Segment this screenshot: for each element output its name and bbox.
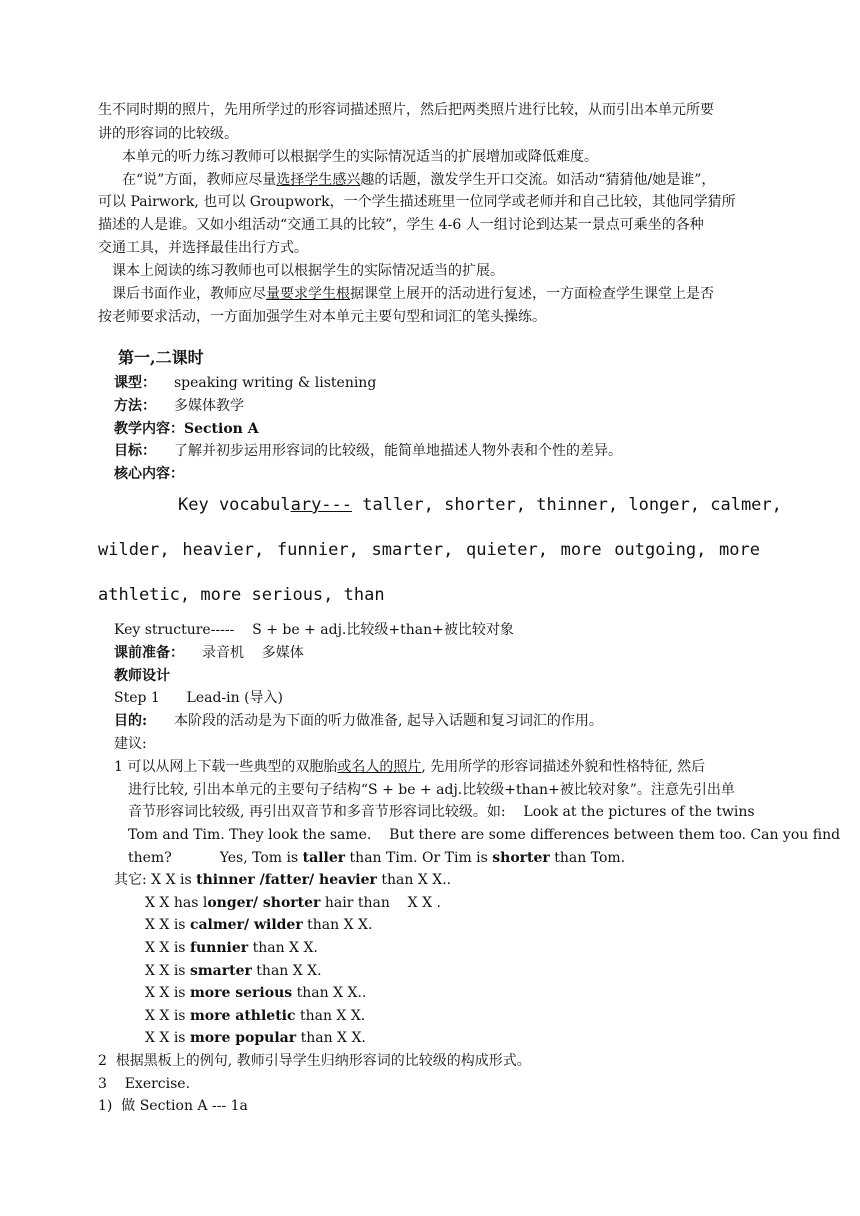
vocab-line1-underlined: ary---	[290, 495, 353, 515]
prep-label: 课前准备：	[114, 645, 184, 661]
lesson-core-label: 核心内容：	[114, 466, 184, 482]
example-2-bold: onger/ shorter	[207, 895, 321, 911]
purpose-value: 本阶段的活动是为下面的听力做准备, 起导入话题和复习词汇的作用。	[174, 713, 603, 729]
example-row-5	[145, 961, 322, 981]
vocab-line3: athletic, more serious, than	[98, 585, 385, 605]
example-3-bold: calmer/ wilder	[189, 917, 303, 933]
example-8-a: X X is	[145, 1030, 190, 1046]
step1: Step 1 Lead-in (导入)	[114, 690, 284, 706]
lesson-method-row	[114, 396, 244, 416]
example-2-b: hair than X X .	[320, 895, 441, 911]
example-1-a: X X is	[151, 872, 197, 888]
intro-p1-line1: 生不同时期的照片，先用所学过的形容词描述照片，然后把两类照片进行比较，从而引出本单元所要	[98, 102, 714, 118]
suggest1-text-a: 1 可以从网上下载一些典型的双胞胎	[114, 759, 338, 775]
lesson-content-label: 教学内容：	[114, 421, 184, 437]
intro-p3-line3: 描述的人是谁。又如小组活动“交通工具的比较”，学生 4-6 人一组讨论到达某一景点可乘坐的各种	[98, 217, 704, 233]
intro-p3-line2: 可以 Pairwork, 也可以 Groupwork，一个学生描述班里一位同学或老师并和自己比较，其他同学猜所	[98, 194, 736, 210]
intro-p1-line2: 讲的形容词的比较级。	[98, 126, 238, 142]
intro-p5-text-a: 课后书面作业，教师应尽	[112, 286, 266, 302]
example-8-bold: more popular	[189, 1030, 297, 1046]
suggest1-text-b: , 先用所学的形容词描述外貌和性格特征, 然后	[421, 759, 706, 775]
lesson-type-label: 课型：	[114, 375, 156, 391]
intro-p5-underlined: 量要求学生根	[266, 286, 350, 302]
vocab-line1-text-b: taller, shorter, thinner, longer, calmer,	[352, 495, 782, 515]
item-3-1: 1) 做 Section A --- 1a	[98, 1098, 248, 1114]
example-row-8	[145, 1028, 366, 1048]
example-7-a: X X is	[145, 1008, 190, 1024]
design-label: 教师设计	[114, 668, 170, 684]
purpose-label: 目的:	[114, 713, 148, 729]
lesson-content-value: Section A	[184, 421, 259, 437]
example-3-a: X X is	[145, 917, 190, 933]
intro-p4: 课本上阅读的练习教师也可以根据学生的实际情况适当的扩展。	[112, 263, 504, 279]
example-7-bold: more athletic	[189, 1008, 296, 1024]
example-row-4	[145, 938, 318, 958]
intro-p3-underlined: 选择学生感兴	[276, 172, 361, 188]
example-6-b: than X X..	[292, 985, 367, 1001]
vocab-line2: wilder, heavier, funnier, smarter, quieter, more outgoing, more	[98, 540, 760, 560]
suggest-label: 建议:	[114, 736, 147, 752]
key-structure: Key structure----- S + be + adj.比较级+than+被比较对象	[114, 622, 514, 638]
suggest1-line4: Tom and Tim. They look the same. But there are some differences between them too. Can you find	[128, 827, 841, 843]
example-1-b: than X X..	[376, 872, 452, 888]
suggest1-line3: 音节形容词比较级, 再引出双音节和多音节形容词比较级。如: Look at the pictures of the twins	[128, 804, 755, 820]
lesson-goal-value: 了解并初步运用形容词的比较级，能简单地描述人物外表和个性的差异。	[174, 443, 622, 459]
suggest1-line5	[128, 848, 625, 868]
vocab-line1-text-a: Key vocabul	[178, 495, 291, 515]
lesson-goal-row	[114, 441, 622, 461]
suggest1-answer-c: than Tim. Or Tim is	[345, 850, 493, 866]
vocab-line1	[178, 494, 782, 516]
example-row-3	[145, 915, 372, 935]
lesson-title: 第一,二课时	[118, 348, 204, 367]
example-row-1	[114, 870, 451, 890]
lesson-content-row	[114, 419, 259, 439]
suggest1-underlined: 或名人的照片	[337, 759, 422, 775]
item-3: 3 Exercise.	[98, 1076, 191, 1092]
example-7-b: than X X.	[295, 1008, 366, 1024]
intro-p3-text-b: 趣的话题，激发学生开口交流。如活动“猜猜他/她是谁”，	[360, 172, 716, 188]
example-row-7	[145, 1006, 365, 1026]
example-3-b: than X X.	[302, 917, 373, 933]
intro-p5-line1	[112, 284, 714, 304]
example-8-b: than X X.	[296, 1030, 366, 1046]
example-row-6	[145, 983, 366, 1003]
prep-value: 录音机 多媒体	[202, 645, 304, 661]
prep-row	[114, 643, 304, 663]
example-2-a: X X has l	[145, 895, 208, 911]
purpose-row	[114, 711, 603, 731]
others-label: 其它:	[114, 872, 152, 888]
intro-p3-line4: 交通工具，并选择最佳出行方式。	[98, 240, 308, 256]
lesson-type-value: speaking writing & listening	[174, 375, 377, 391]
intro-p5-line2: 按老师要求活动，一方面加强学生对本单元主要句型和词汇的笔头操练。	[98, 309, 546, 325]
suggest1-taller: taller	[302, 850, 346, 866]
suggest1-line1	[114, 757, 705, 777]
lesson-type-row	[114, 373, 376, 393]
suggest1-them: them?	[128, 850, 172, 866]
suggest1-answer-a: Yes, Tom is	[219, 850, 303, 866]
lesson-method-value: 多媒体教学	[174, 398, 244, 414]
intro-p3-line1	[122, 170, 715, 190]
intro-p5-text-b: 据课堂上展开的活动进行复述，一方面检查学生课堂上是否	[350, 286, 714, 302]
suggest1-answer-d: than Tom.	[549, 850, 626, 866]
example-4-a: X X is	[145, 940, 190, 956]
lesson-goal-label: 目标：	[114, 443, 156, 459]
lesson-method-label: 方法：	[114, 398, 156, 414]
example-5-b: than X X.	[251, 963, 322, 979]
suggest1-line2: 进行比较, 引出本单元的主要句子结构“S + be + adj.比较级+than+被比较对象”。注意先引出单	[128, 782, 735, 798]
example-6-a: X X is	[145, 985, 190, 1001]
intro-p3-text-a: 在“说”方面，教师应尽量	[122, 172, 277, 188]
intro-p2: 本单元的听力练习教师可以根据学生的实际情况适当的扩展增加或降低难度。	[122, 149, 598, 165]
example-5-a: X X is	[145, 963, 190, 979]
example-1-bold: thinner /fatter/ heavier	[196, 872, 377, 888]
example-4-bold: funnier	[189, 940, 249, 956]
suggest1-shorter: shorter	[492, 850, 550, 866]
example-row-2	[145, 893, 441, 913]
example-5-bold: smarter	[189, 963, 252, 979]
item-2: 2 根据黑板上的例句, 教师引导学生归纳形容词的比较级的构成形式。	[98, 1053, 531, 1069]
example-4-b: than X X.	[248, 940, 318, 956]
example-6-bold: more serious	[189, 985, 293, 1001]
